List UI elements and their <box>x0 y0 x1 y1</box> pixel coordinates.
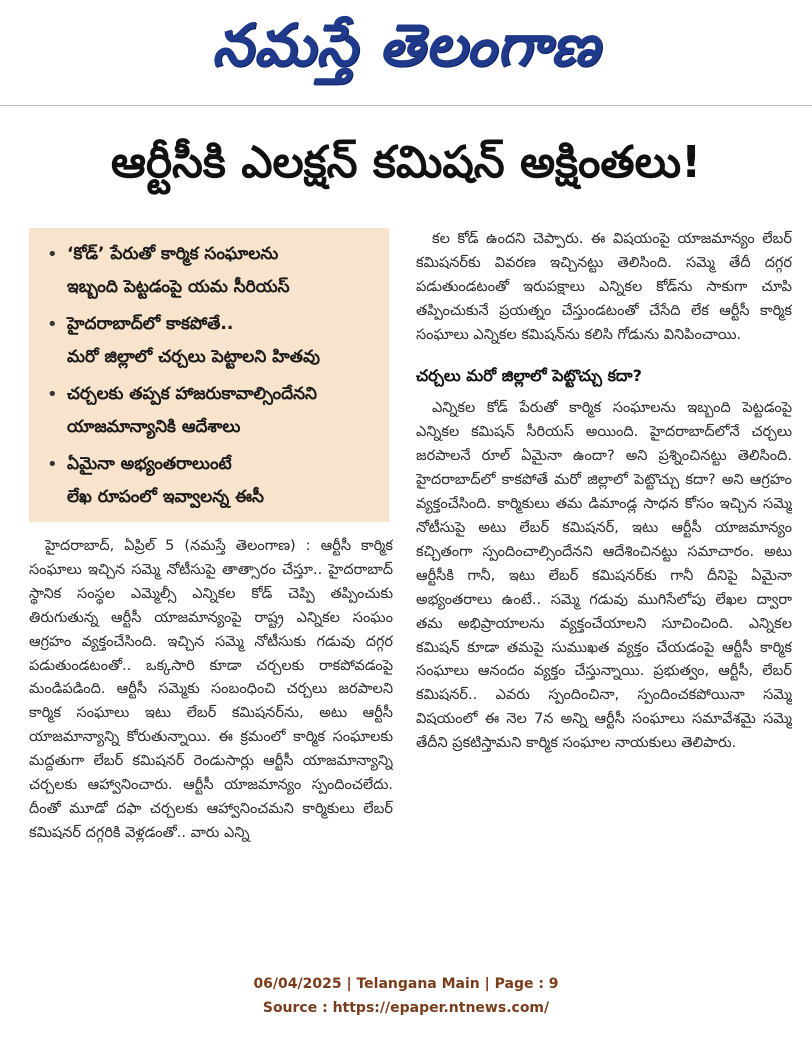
article-column-left <box>29 535 393 955</box>
article-paragraph: కల కోడ్ ఉందని చెప్పారు. ఈ విషయంపై యాజమాన్యం లేబర్ కమిషనర్‌కు వివరణ ఇచ్చినట్టు తెలిసింది. సమ్మె తేదీ దగ్గర పడుతుండటంతో ఇరుపక్షాలు ఎన్నికల కోడ్‌ను సాకుగా చూపి తప్పించుకునే ప్రయత్నం చేస్తుండటంతో చేసేది లేక ఆర్టీసీ కార్మిక సంఘాలు ఎన్నికల కమిషన్‌ను కలిసి గోడును వినిపించాయి. <box>416 231 792 343</box>
bullet-icon: • <box>47 244 58 265</box>
highlight-text: ఏమైనా అభ్యంతరాలుంటే లేఖ రూపంలో ఇవ్వాలన్న ఈసీ <box>67 454 264 507</box>
highlight-item <box>47 378 377 444</box>
highlight-text: హైదరాబాద్‌లో కాకపోతే.. మరో జిల్లాలో చర్చలు పెట్టాలని హితవు <box>67 314 320 367</box>
bullet-icon: • <box>47 454 58 475</box>
highlight-item <box>47 238 377 304</box>
source-link: Source : https://epaper.ntnews.com/ <box>262 1000 550 1016</box>
highlight-text: ‘కోడ్’ పేరుతో కార్మిక సంఘాలను ఇబ్బంది పెట్టడంపై యమ సీరియస్ <box>67 244 290 297</box>
newspaper-logo: నమస్తే తెలంగాణ <box>212 11 600 79</box>
bullet-icon: • <box>47 314 58 335</box>
highlight-text: చర్చలకు తప్పక హాజరుకావాల్సిందేనని యాజమాన్యానికి ఆదేశాలు <box>67 384 317 437</box>
article-column-right <box>416 228 792 958</box>
article-subheading: చర్చలు మరో జిల్లాలో పెట్టొచ్చు కదా? <box>416 365 642 385</box>
page-footer <box>0 972 812 1020</box>
article-paragraph: ఎన్నికల కోడ్ పేరుతో కార్మిక సంఘాలను ఇబ్బంది పెట్టడంపై ఎన్నికల కమిషన్ సీరియస్ అయింది. హైదరాబాద్‌లోనే చర్చలు జరపాలనే రూల్ ఏమైనా ఉందా? అని ప్రశ్నించినట్టు తెలిసింది. హైదరాబాద్‌లో కాకపోతే మరో జిల్లాలో పెట్టొచ్చు కదా? అని ఆగ్రహం వ్యక్తంచేసింది. కార్మికులు తమ డిమాండ్ల సాధన కోసం ఇచ్చిన సమ్మె నోటీసుపై అటు లేబర్ కమిషనర్, ఇటు ఆర్టీసీ యాజమాన్యం కచ్చితంగా స్పందించాల్సిందేనని ఆదేశించినట్టు సమాచారం. అటు ఆర్టీసీకి గానీ, ఇటు లేబర్ కమిషనర్‌కు గానీ దీనిపై ఏమైనా అభ్యంతరాలు ఉంటే.. సమ్మె గడువు ముగిసేలోపు లేఖల ద్వారా తమ అభిప్రాయాలను వ్యక్తంచేయాలని సూచించింది. ఎన్నికల కమిషన్ కూడా తమపై సుముఖత వ్యక్తం చేయడంపై ఆర్టీసీ కార్మిక సంఘాలు ఆనందం వ్యక్తం చేస్తున్నాయి. ప్రభుత్వం, ఆర్టీసీ, లేబర్ కమిషనర్.. ఎవరు స్పందించినా, స్పందించకపోయినా సమ్మె విషయంలో ఈ నెల 7న అన్ని ఆర్టీసీ సంఘాలు సమావేశమై సమ్మె తేదీని ప్రకటిస్తామని కార్మిక సంఘాల నాయకులు తెలిపారు. <box>416 400 792 752</box>
masthead-divider <box>0 105 812 106</box>
article-paragraph: హైదరాబాద్, ఏప్రిల్ 5 (నమస్తే తెలంగాణ) : ఆర్టీసీ కార్మిక సంఘాలు ఇచ్చిన సమ్మె నోటీసుపై తాత్సారం చేస్తూ.. హైదరాబాద్ స్థానిక సంస్థల ఎమ్మెల్సీ ఎన్నికల కోడ్ చెప్పి తప్పించుకు తిరుగుతున్న ఆర్టీసీ యాజమాన్యంపై రాష్ట్ర ఎన్నికల సంఘం ఆగ్రహం వ్యక్తంచేసింది. ఇచ్చిన సమ్మె నోటీసుకు గడువు దగ్గర పడుతుండటంతో.. ఒక్కసారి కూడా చర్చలకు రాకపోవడంపై మండిపడింది. ఆర్టీసీ సమ్మెకు సంబంధించి చర్చలు జరపాలని కార్మిక సంఘాలు ఇటు లేబర్ కమిషనర్‌ను, అటు ఆర్టీసీ యాజమాన్యాన్ని కోరుతున్నాయి. ఈ క్రమంలో కార్మిక సంఘాలకు మద్దతుగా లేబర్ కమిషనర్ రెండుసార్లు ఆర్టీసీ యాజమాన్యాన్ని చర్చలకు ఆహ్వానించారు. ఆర్టీసీ యాజమాన్యం స్పందించలేదు. దీంతో మూడో దఫా చర్చలకు ఆహ్వానించమని కార్మికులు లేబర్ కమిషనర్ దగ్గరికి వెళ్లడంతో.. వారు ఎన్ని <box>29 538 393 841</box>
bullet-icon: • <box>47 384 58 405</box>
highlights-box <box>29 228 389 522</box>
highlight-item <box>47 308 377 374</box>
highlight-item <box>47 448 377 514</box>
edition-info: 06/04/2025 | Telangana Main | Page : 9 <box>253 976 559 992</box>
article-headline: ఆర్టీసీకి ఎలక్షన్ కమిషన్ అక్షింతలు! <box>110 137 702 188</box>
masthead <box>0 0 812 105</box>
